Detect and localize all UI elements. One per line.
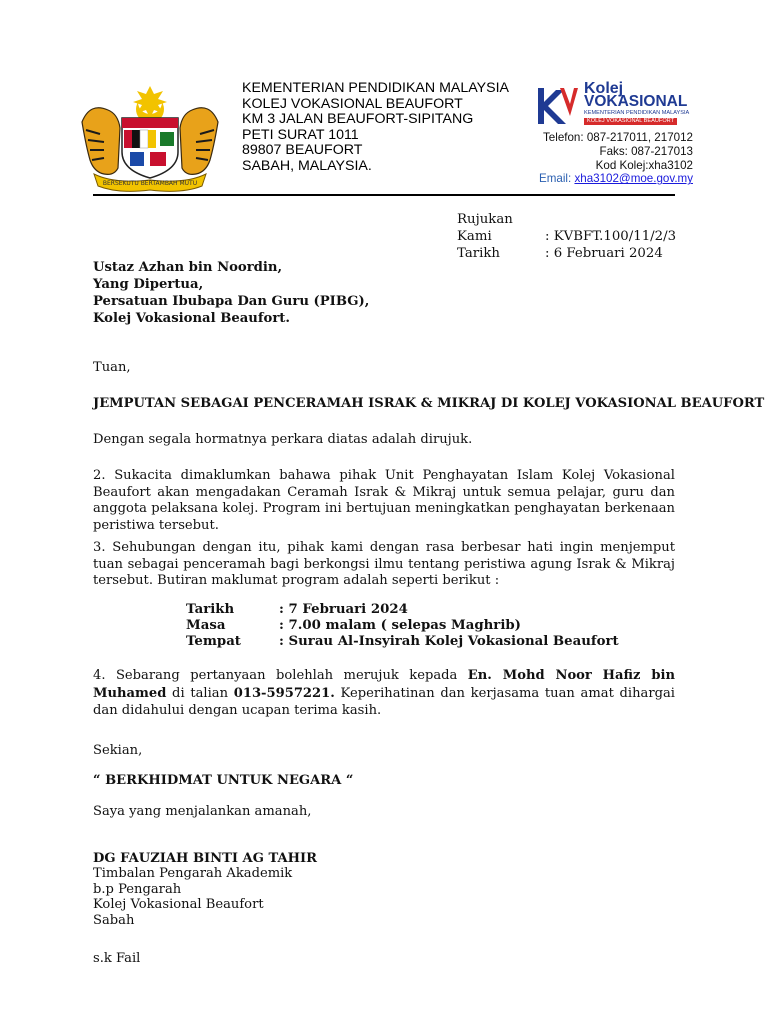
signatory-title: b.p Pengarah	[93, 881, 182, 897]
malaysia-coat-of-arms-icon	[76, 82, 224, 192]
kolej-vokasional-logo	[536, 82, 694, 132]
header-line: SABAH, MALAYSIA.	[242, 157, 372, 174]
recipient-line: Ustaz Azhan bin Noordin,	[93, 260, 283, 275]
motto: “ BERKHIDMAT UNTUK NEGARA “	[93, 773, 354, 788]
contact-phone: 013-5957221.	[233, 685, 335, 701]
kod-kolej: Kod Kolej:xha3102	[595, 158, 693, 172]
header-line: 89807 BEAUFORT	[242, 142, 363, 159]
rujukan-label: Rujukan Kami	[457, 212, 513, 244]
header-line: KOLEJ VOKASIONAL BEAUFORT	[242, 95, 463, 112]
paragraph-2: 2. Sukacita dimaklumkan bahawa pihak Unit Penghayatan Islam Kolej Vokasional Beaufort akan mengadakan Ceramah Israk & Mikraj untuk semua pelajar, guru dan anggota pelaksana kolej. Program ini bertujuan meningkatkan penghayatan berkenaan peristiwa tersebut.	[93, 468, 675, 533]
contact-block	[539, 131, 693, 186]
kv-emblem-icon	[536, 84, 580, 128]
subject: JEMPUTAN SEBAGAI PENCERAMAH ISRAK & MIKRAJ DI KOLEJ VOKASIONAL BEAUFORT	[93, 396, 765, 411]
header-line: PETI SURAT 1011	[242, 126, 359, 143]
program-label: Tarikh	[186, 602, 235, 617]
logo-word-kolej: Kolej	[584, 80, 624, 97]
logo-word-vokasional: VOKASIONAL	[584, 93, 688, 110]
tarikh-value: : 6 Februari 2024	[545, 246, 663, 261]
signatory-name: DG FAUZIAH BINTI AG TAHIR	[93, 851, 318, 866]
header-divider	[93, 194, 675, 196]
faks: Faks: 087-217013	[599, 144, 693, 158]
email-label: Email:	[539, 172, 572, 186]
salutation: Tuan,	[93, 360, 131, 375]
rujukan-value: : KVBFT.100/11/2/3	[545, 229, 677, 244]
para4-text: Keperihatinan dan kerjasama tuan amat dihargai dan didahului dengan ucapan terima kasih.	[93, 685, 675, 719]
reference-block	[457, 211, 676, 262]
trust-line: Saya yang menjalankan amanah,	[93, 804, 312, 819]
svg-text:BERSEKUTU BERTAMBAH MUTU: BERSEKUTU BERTAMBAH MUTU	[102, 180, 198, 187]
recipient-line: Persatuan Ibubapa Dan Guru (PIBG),	[93, 294, 370, 309]
signatory-title: Sabah	[93, 912, 135, 928]
email-link[interactable]: xha3102@moe.gov.my	[574, 172, 693, 186]
signatory-block	[93, 851, 317, 928]
para4-text: 4. Sebarang pertanyaan bolehlah merujuk kepada	[93, 668, 468, 683]
recipient-block	[93, 259, 369, 327]
program-value: : 7.00 malam ( selepas Maghrib)	[279, 618, 521, 633]
program-value: : Surau Al-Insyirah Kolej Vokasional Beaufort	[279, 634, 619, 649]
program-details	[186, 602, 619, 650]
letterhead-address	[242, 81, 509, 175]
tarikh-label: Tarikh	[457, 246, 500, 261]
program-value: : 7 Februari 2024	[279, 602, 408, 617]
signatory-title: Kolej Vokasional Beaufort	[93, 897, 264, 913]
recipient-line: Kolej Vokasional Beaufort.	[93, 311, 290, 326]
program-label: Tempat	[186, 634, 241, 649]
logo-ministry: KEMENTERIAN PENDIDIKAN MALAYSIA	[584, 110, 690, 116]
intro-paragraph: Dengan segala hormatnya perkara diatas adalah dirujuk.	[93, 432, 473, 447]
paragraph-4	[93, 667, 675, 720]
logo-college: KOLEJ VOKASIONAL BEAUFORT	[584, 118, 677, 125]
telefon: Telefon: 087-217011, 217012	[543, 131, 693, 144]
cc-line: s.k Fail	[93, 951, 141, 966]
contact-person: En. Mohd Noor Hafiz bin Muhamed	[93, 668, 675, 701]
paragraph-3: 3. Sehubungan dengan itu, pihak kami dengan rasa berbesar hati ingin menjemput tuan sebagai penceramah bagi berkongsi ilmu tentang peristiwa agung Israk & Mikraj tersebut. Butiran maklumat program adalah seperti berikut :	[93, 540, 675, 589]
header-line: KEMENTERIAN PENDIDIKAN MALAYSIA	[242, 80, 509, 96]
recipient-line: Yang Dipertua,	[93, 277, 204, 292]
closing: Sekian,	[93, 743, 143, 758]
header-line: KM 3 JALAN BEAUFORT-SIPITANG	[242, 111, 474, 128]
para4-text: di talian	[166, 685, 234, 701]
signatory-title: Timbalan Pengarah Akademik	[93, 866, 293, 882]
program-label: Masa	[186, 618, 226, 633]
